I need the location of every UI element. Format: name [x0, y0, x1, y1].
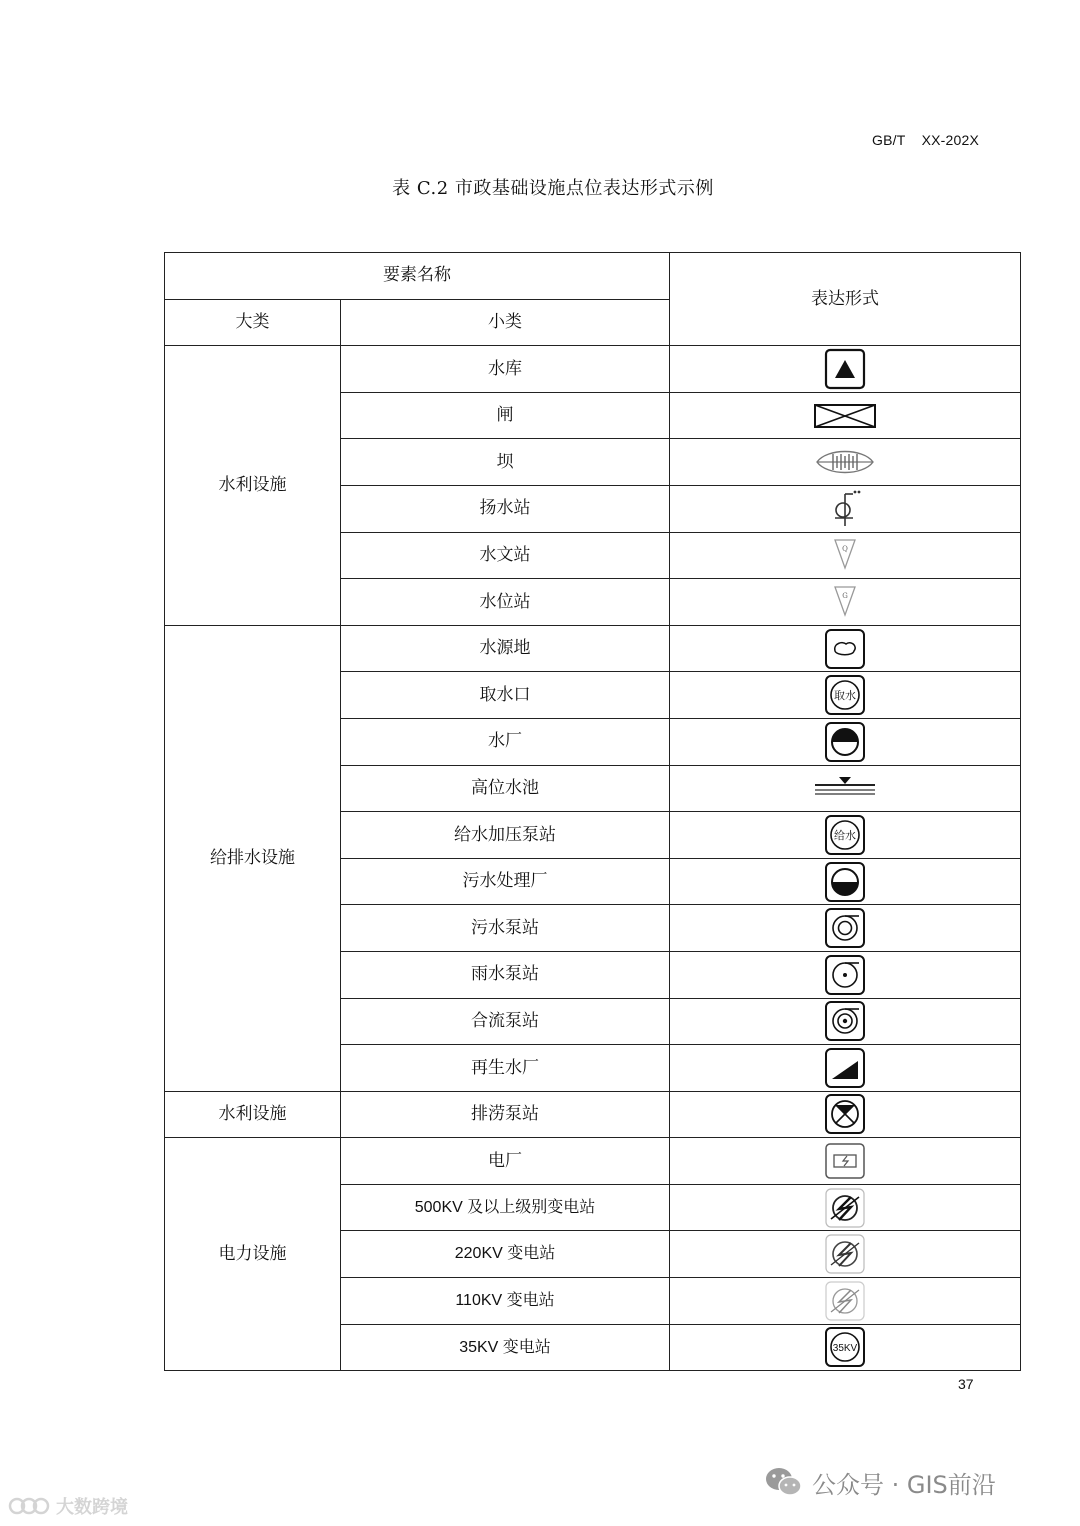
major-category-cell: 给排水设施 [165, 625, 341, 1091]
header-minor-category: 小类 [341, 299, 670, 346]
table-row [165, 625, 1021, 672]
minor-category-cell: 污水泵站 [341, 905, 670, 952]
svg-text:Q: Q [842, 545, 848, 554]
svg-text:给水: 给水 [834, 828, 856, 842]
water-level-station-icon [813, 581, 877, 623]
expression-symbol-cell [670, 485, 1021, 532]
table-row [165, 1091, 1021, 1138]
sluice-gate-icon [813, 395, 877, 437]
page-number: 37 [958, 1376, 974, 1392]
minor-category-cell: 220KV 变电站 [341, 1231, 670, 1278]
expression-symbol-cell [670, 532, 1021, 579]
expression-symbol-cell [670, 1091, 1021, 1138]
expression-symbol-cell [670, 765, 1021, 812]
reclaimed-water-plant-icon [813, 1047, 877, 1089]
svg-text:G: G [842, 591, 848, 600]
waterworks-icon [813, 721, 877, 763]
major-category-cell: 水利设施 [165, 1091, 341, 1138]
header-expression: 表达形式 [670, 253, 1021, 346]
brand-watermark [8, 1490, 128, 1522]
combined-pump-station-icon [813, 1000, 877, 1042]
wechat-account-label: 公众号 · GIS前沿 [812, 1470, 996, 1499]
table-header-row [165, 253, 1021, 300]
minor-category-cell: 坝 [341, 439, 670, 486]
dam-icon [813, 441, 877, 483]
sewage-treatment-plant-icon [813, 861, 877, 903]
expression-symbol-cell [670, 1231, 1021, 1278]
minor-category-cell: 水源地 [341, 625, 670, 672]
expression-symbol-cell [670, 998, 1021, 1045]
rainwater-pump-station-icon [813, 954, 877, 996]
expression-symbol-cell [670, 858, 1021, 905]
minor-category-cell: 水厂 [341, 718, 670, 765]
table-title: 表 C.2 市政基础设施点位表达形式示例 [392, 178, 714, 199]
svg-text:35KV: 35KV [832, 1343, 858, 1355]
expression-symbol-cell [670, 392, 1021, 439]
power-plant-icon [813, 1140, 877, 1182]
expression-symbol-cell [670, 1278, 1021, 1325]
minor-category-cell: 闸 [341, 392, 670, 439]
expression-symbol-cell [670, 812, 1021, 859]
major-category-cell: 水利设施 [165, 346, 341, 626]
svg-text:取水: 取水 [834, 689, 856, 703]
expression-symbol-cell [670, 905, 1021, 952]
minor-category-cell: 水文站 [341, 532, 670, 579]
minor-category-cell: 合流泵站 [341, 998, 670, 1045]
water-source-icon [813, 628, 877, 670]
facility-symbol-table [164, 252, 1021, 1371]
brand-watermark-label: 大数跨境 [56, 1497, 128, 1518]
expression-symbol-cell [670, 1184, 1021, 1231]
expression-symbol-cell [670, 439, 1021, 486]
substation-110kv-icon [813, 1280, 877, 1322]
table-row [165, 346, 1021, 393]
expression-symbol-cell [670, 672, 1021, 719]
header-major-category: 大类 [165, 299, 341, 346]
minor-category-cell: 水位站 [341, 579, 670, 626]
minor-category-cell: 电厂 [341, 1138, 670, 1185]
expression-symbol-cell [670, 718, 1021, 765]
elevated-reservoir-icon [813, 767, 877, 809]
pumping-station-icon [813, 488, 877, 530]
minor-category-cell: 110KV 变电站 [341, 1278, 670, 1325]
wechat-watermark [764, 1462, 996, 1502]
chain-logo-icon [8, 1493, 52, 1519]
expression-symbol-cell [670, 1324, 1021, 1371]
expression-symbol-cell [670, 625, 1021, 672]
table-row [165, 1138, 1021, 1185]
water-intake-icon [813, 674, 877, 716]
expression-symbol-cell [670, 579, 1021, 626]
major-category-cell: 电力设施 [165, 1138, 341, 1371]
minor-category-cell: 取水口 [341, 672, 670, 719]
document-code: GB/T XX-202X [872, 132, 980, 148]
minor-category-cell: 雨水泵站 [341, 951, 670, 998]
minor-category-cell: 再生水厂 [341, 1045, 670, 1092]
expression-symbol-cell [670, 346, 1021, 393]
minor-category-cell: 高位水池 [341, 765, 670, 812]
substation-220kv-icon [813, 1233, 877, 1275]
minor-category-cell: 水库 [341, 346, 670, 393]
substation-35kv-icon [813, 1326, 877, 1368]
booster-pump-station-icon [813, 814, 877, 856]
minor-category-cell: 扬水站 [341, 485, 670, 532]
drainage-pump-station-icon [813, 1093, 877, 1135]
minor-category-cell: 污水处理厂 [341, 858, 670, 905]
minor-category-cell: 35KV 变电站 [341, 1324, 670, 1371]
minor-category-cell: 500KV 及以上级别变电站 [341, 1184, 670, 1231]
minor-category-cell: 给水加压泵站 [341, 812, 670, 859]
expression-symbol-cell [670, 951, 1021, 998]
header-element-name: 要素名称 [165, 253, 670, 300]
minor-category-cell: 排涝泵站 [341, 1091, 670, 1138]
sewage-pump-station-icon [813, 907, 877, 949]
wechat-icon [764, 1465, 804, 1499]
reservoir-icon [813, 348, 877, 390]
substation-500kv-icon [813, 1187, 877, 1229]
expression-symbol-cell [670, 1138, 1021, 1185]
hydrologic-station-icon [813, 534, 877, 576]
expression-symbol-cell [670, 1045, 1021, 1092]
